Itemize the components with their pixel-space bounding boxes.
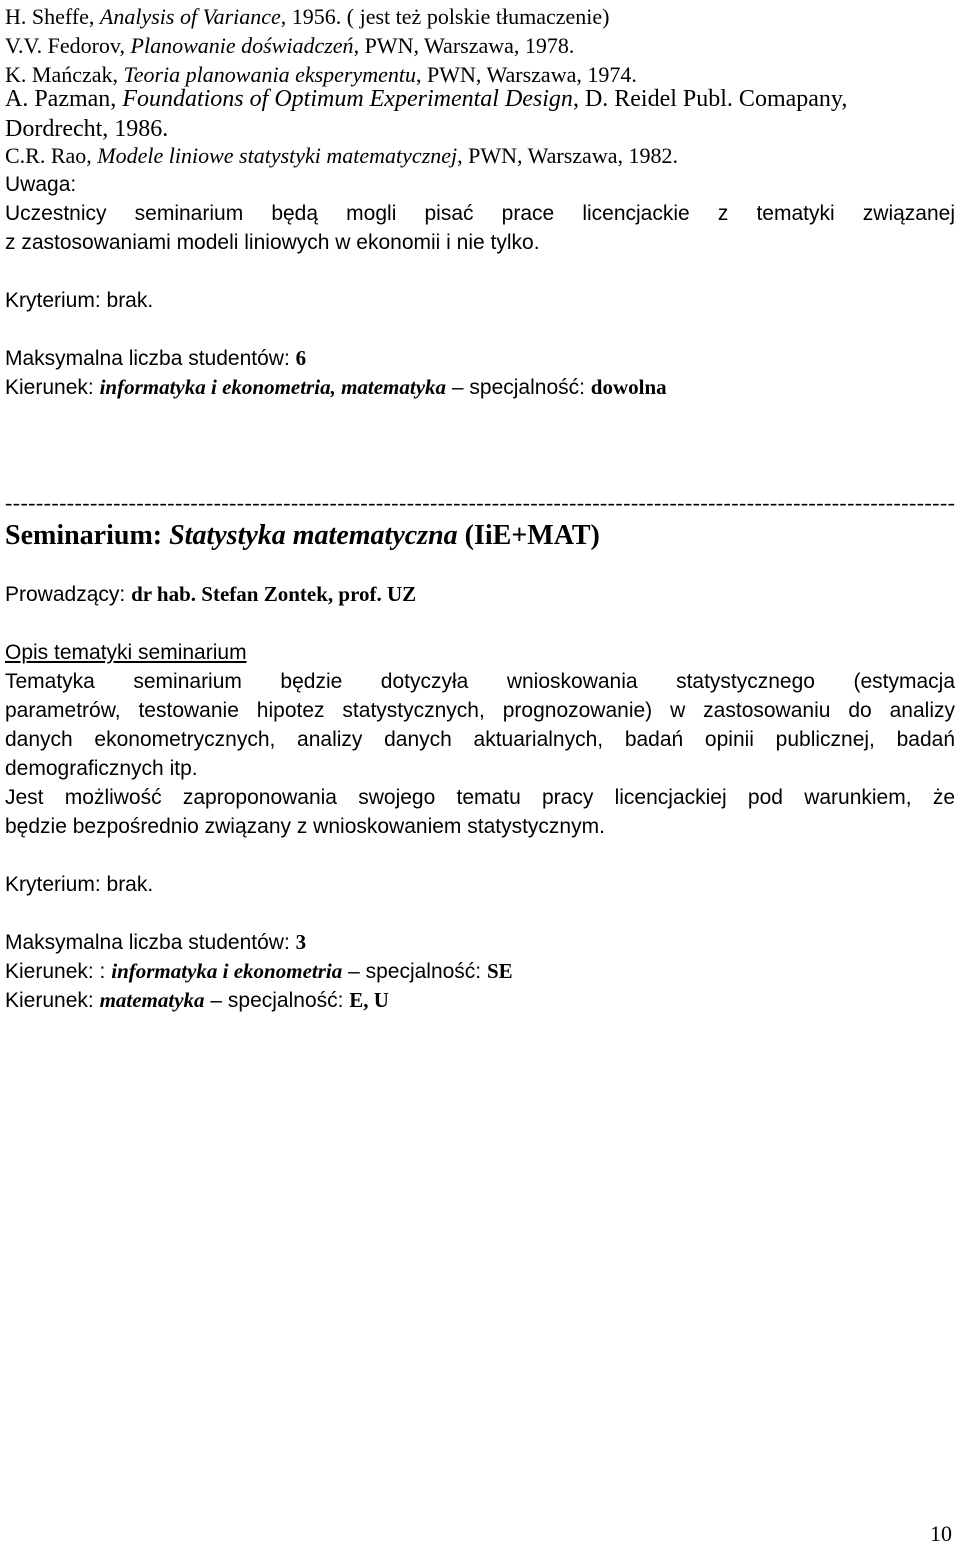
- description-line-5: Jest możliwość zaproponowania swojego tematu pracy licencjackiej pod warunkiem, że: [5, 786, 955, 809]
- direction-2: [5, 957, 513, 986]
- seminar-title: Statystyka matematyczna: [169, 520, 458, 551]
- direction-spec: SE: [486, 959, 513, 983]
- reference-4: [5, 83, 847, 115]
- seminar-label: Seminarium:: [5, 520, 170, 551]
- direction-value: informatyka i ekonometria, matematyka: [99, 375, 447, 399]
- lecturer-label: Prowadzący:: [5, 583, 132, 606]
- direction-label: Kierunek:: [5, 376, 100, 399]
- reference-title: Teoria planowania eksperymentu: [123, 62, 417, 87]
- reference-author: H. Sheffe,: [5, 4, 100, 29]
- section-separator: ---------------------------------------------------------------------------------------------------------------------------: [5, 490, 955, 515]
- description-line-1: Tematyka seminarium będzie dotyczyła wnioskowania statystycznego (estymacja: [5, 670, 955, 693]
- note-label: Uwaga:: [5, 173, 77, 196]
- direction-spec: E, U: [349, 988, 389, 1012]
- reference-author: V.V. Fedorov,: [5, 33, 131, 58]
- reference-author: C.R. Rao,: [5, 143, 98, 168]
- note-line-2: z zastosowaniami modeli liniowych w ekonomii i nie tylko.: [5, 231, 540, 254]
- lecturer-name: dr hab. Stefan Zontek, prof. UZ: [131, 582, 417, 606]
- direction-value: matematyka: [99, 988, 205, 1012]
- reference-rest: , PWN, Warszawa, 1978.: [353, 33, 575, 58]
- criterion-1: Kryterium: brak.: [5, 289, 154, 312]
- seminar-code: (IiE+MAT): [457, 520, 600, 551]
- reference-2: [5, 31, 574, 60]
- max-students-value: 3: [295, 930, 307, 954]
- reference-title: Planowanie doświadczeń: [130, 33, 354, 58]
- direction-3: [5, 986, 389, 1015]
- direction-spec: dowolna: [590, 375, 667, 399]
- seminar-heading: [5, 518, 600, 554]
- reference-title: Analysis of Variance: [99, 4, 281, 29]
- reference-title: Foundations of Optimum Experimental Design: [122, 86, 573, 112]
- criterion-2: Kryterium: brak.: [5, 873, 154, 896]
- max-students-label: Maksymalna liczba studentów:: [5, 347, 296, 370]
- reference-author: A. Pazman,: [5, 86, 123, 112]
- description-line-6: będzie bezpośrednio związany z wnioskowaniem statystycznym.: [5, 815, 605, 838]
- reference-author: Dordrecht, 1986.: [5, 116, 169, 142]
- reference-1: [5, 2, 609, 31]
- reference-rest: , D. Reidel Publ. Comapany,: [572, 86, 848, 112]
- direction-label: Kierunek: :: [5, 960, 112, 983]
- description-line-2: parametrów, testowanie hipotez statystycznych, prognozowanie) w zastosowaniu do analizy: [5, 699, 955, 722]
- description-line-4: demograficznych itp.: [5, 757, 198, 780]
- max-students-value: 6: [295, 346, 307, 370]
- reference-6: [5, 141, 678, 170]
- reference-rest: , PWN, Warszawa, 1982.: [457, 143, 678, 168]
- max-students-label: Maksymalna liczba studentów:: [5, 931, 296, 954]
- reference-rest: , 1956. ( jest też polskie tłumaczenie): [280, 4, 610, 29]
- direction-label: Kierunek:: [5, 989, 100, 1012]
- description-line-3: danych ekonometrycznych, analizy danych aktuarialnych, badań opinii publicznej, badań: [5, 728, 955, 751]
- direction-1: [5, 373, 667, 402]
- reference-rest: , PWN, Warszawa, 1974.: [416, 62, 637, 87]
- note-line-1: Uczestnicy seminarium będą mogli pisać prace licencjackie z tematyki związanej: [5, 202, 955, 225]
- description-heading: Opis tematyki seminarium: [5, 641, 247, 664]
- page-number: 10: [930, 1521, 952, 1546]
- direction-mid: – specjalność:: [204, 989, 350, 1012]
- reference-title: Modele liniowe statystyki matematycznej: [97, 143, 458, 168]
- max-students-1: [5, 344, 306, 373]
- max-students-2: [5, 928, 306, 957]
- direction-mid: – specjalność:: [446, 376, 591, 399]
- lecturer: [5, 580, 416, 609]
- reference-author: K. Mańczak,: [5, 62, 124, 87]
- direction-value: informatyka i ekonometria: [111, 959, 343, 983]
- direction-mid: – specjalność:: [342, 960, 487, 983]
